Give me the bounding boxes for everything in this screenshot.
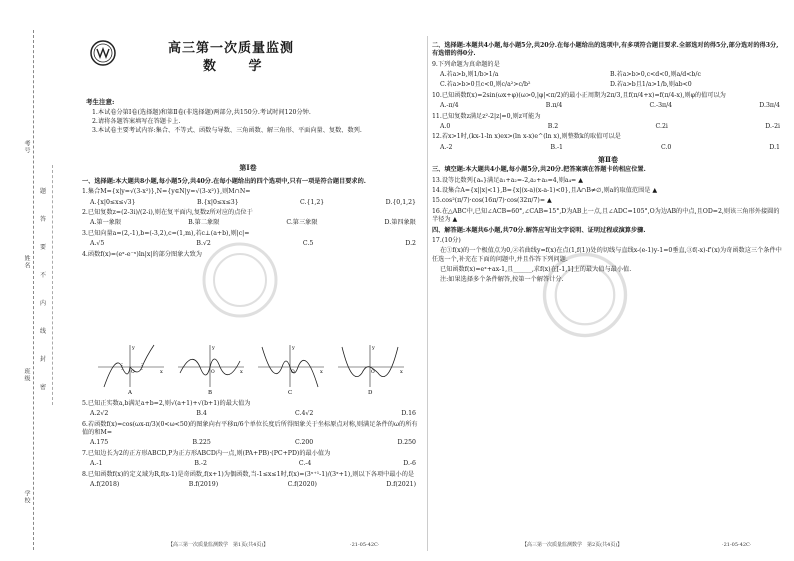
q3-option-d: D.2: [405, 240, 416, 248]
q9-option-a: A.若a>b,则1/b>1/a: [440, 71, 499, 79]
label-name: 姓名: [23, 255, 30, 269]
seal-char: 线: [40, 328, 47, 335]
q10-option-d: D.3π/4: [759, 102, 780, 110]
q10-option-a: A.-π/4: [440, 102, 459, 110]
axis-label-y: y: [132, 345, 135, 351]
graph-a: [98, 345, 164, 395]
q12-option-d: D.1: [769, 143, 780, 151]
answer-blank: ▲: [652, 187, 658, 195]
q14: [432, 187, 784, 195]
subject-title: 数 学: [203, 59, 276, 74]
q5-options: [82, 410, 420, 418]
q7-options: [82, 460, 420, 468]
answer-blank: ▲: [452, 216, 458, 224]
q8-option-c: C.f(2020): [287, 480, 317, 488]
q8-option-a: A.f(2018): [90, 480, 120, 488]
axis-label-origin: O: [291, 370, 295, 375]
q5-option-c: C.4√2: [294, 410, 314, 418]
q6-stem: 6.若函数f(x)=cos(ωx-π/3)(0<ω<50)的图象向右平移π/6个单位长度后所得图象关于坐标原点对称,则满足条件的ω的所有值的和M=: [82, 420, 418, 437]
q10-stem: 10.已知函数f(x)=2sin(ωx+φ)(ω>0,|φ|<π/2)的最小正周期为2π/3,且f(π/4+x)=f(π/4-x),则φ的值可以为: [432, 91, 726, 99]
part1-questions-cont: [82, 400, 420, 491]
q12-option-b: B.-1: [550, 143, 563, 151]
page2-footer: 【高三第一次质量监测数学 第2页(共4页)】: [522, 542, 623, 548]
part2-instructions: 二、选择题:本题共4小题,每小题5分,共20分.在每小题给出的选项中,有多项符合题目要求.全部选对的得5分,部分选对的得3分,有选错的得0分.: [432, 42, 779, 58]
q8-option-b: B.f(2019): [188, 480, 219, 488]
answer-blank: ▲: [547, 197, 552, 205]
q2-option-a: A.第一象限: [90, 219, 122, 227]
q15: [432, 197, 784, 205]
q3-stem: 3.已知向量a=(2,-1),b=(-3,2),c=(1,m),若c⊥(a+b),则|c|=: [82, 229, 250, 237]
q2-options: [82, 219, 420, 227]
part1-instructions: 一、选择题:本大题共8小题,每小题5分,共40分.在每小题给出的四个选项中,只有一项是符合题目要求的.: [82, 178, 366, 185]
q1-option-a: A.{x|0≤x≤√3}: [90, 198, 136, 206]
page1-footer: 【高三第一次质量监测数学 第1页(共4页)】: [168, 542, 269, 548]
q6-option-a: A.175: [90, 439, 109, 447]
q5-option-d: D.16: [401, 410, 416, 418]
q11-stem: 11.已知复数z满足z²-2|z|=0,则z可能为: [432, 112, 541, 120]
q9-options-row2: [432, 81, 784, 89]
notes-item: 1.本试卷分第Ⅰ卷(选择题)和第Ⅱ卷(非选择题)两部分,共150分.考试时间120分钟.: [92, 108, 311, 116]
q6-option-d: D.250: [397, 439, 416, 447]
column-divider: [427, 36, 428, 551]
q4-stem: 4.函数f(x)=(eˣ-e⁻ˣ)ln|x|的部分图象大致为: [82, 250, 202, 258]
q9-stem: 9.下列命题为真命题的是: [432, 60, 500, 68]
school-seal-logo: [90, 40, 116, 66]
label-class: 班级: [23, 368, 30, 382]
q4-graphs: [94, 343, 404, 395]
q9-option-b: B.若a>b>0,c<d<0,则a/d<b/c: [610, 71, 701, 79]
axis-label-x: x: [400, 369, 403, 375]
q7-stem: 7.已知边长为2的正方形ABCD,P为正方形ABCD内一点,则(PA+PB)·(PC+PD)的最小值为: [82, 449, 331, 457]
q1-options: [82, 199, 420, 207]
seal-char: 封: [40, 356, 47, 363]
page2-code: ·21-05-42C·: [722, 542, 752, 548]
page-title: 高三第一次质量监测: [168, 41, 295, 56]
notes-title: 考生注意:: [86, 98, 115, 106]
q11-option-c: C.2i: [655, 122, 668, 130]
q10-option-c: C.-3π/4: [649, 102, 673, 110]
q17-note: 注:如果选择多个条件解答,按第一个解答计分.: [440, 276, 564, 284]
q3-option-b: B.√2: [196, 240, 211, 248]
seal-line-inner: [52, 165, 53, 405]
q7-option-d: D.-6: [403, 460, 416, 468]
q5-option-b: B.4: [196, 410, 207, 418]
notes-item: 2.请将各题答案填写在答题卡上.: [92, 118, 181, 126]
graph-label-b: B: [208, 390, 213, 395]
q7-option-b: B.-2: [194, 460, 207, 468]
notes-item: 3.本试卷主要考试内容:集合、不等式、函数与导数、三角函数、解三角形、平面向量、复数、数列.: [92, 127, 362, 135]
q12-options: [432, 144, 784, 152]
axis-label-y: y: [292, 345, 295, 351]
seal-line: [33, 30, 34, 550]
label-school: 学校: [23, 490, 30, 504]
graph-label-c: C: [288, 390, 293, 395]
q2-option-d: D.第四象限: [384, 219, 416, 227]
q11-options: [432, 123, 784, 131]
q8-option-d: D.f(2021): [386, 480, 416, 488]
q11-option-a: A.0: [440, 122, 451, 130]
q5-option-a: A.2√2: [90, 410, 109, 418]
axis-label-origin: O: [211, 370, 215, 375]
exam-notes: [86, 98, 421, 137]
q8-options: [82, 481, 420, 489]
axis-label-y: y: [212, 345, 215, 351]
part1-title: 第Ⅰ卷: [239, 163, 257, 172]
q11-option-b: B.2: [547, 122, 559, 130]
axis-label-x: x: [160, 369, 163, 375]
page1-code: ·21-05-42C·: [350, 542, 380, 548]
q7-option-c: C.-4: [298, 460, 312, 468]
q1-option-d: D.{0,1,2}: [385, 198, 416, 206]
q1-option-c: C.{1,2}: [300, 198, 325, 206]
q9-options-row1: [432, 71, 784, 79]
label-exam-number: 考号: [23, 140, 30, 154]
part4-instructions: 四、解答题:本题共6小题,共70分.解答应写出文字说明、证明过程或演算步骤.: [432, 226, 646, 234]
q11-option-d: D.-2i: [765, 122, 780, 130]
q12-option-c: C.0: [660, 143, 672, 151]
seal-char: 题: [40, 188, 47, 195]
graph-d: [338, 345, 404, 395]
q3-option-c: C.5: [302, 240, 314, 248]
seal-char: 不: [40, 272, 47, 279]
seal-char: 答: [40, 216, 47, 223]
seal-char: 要: [40, 244, 47, 251]
q16-text: 16.在△ABC中,已知∠ACB=60°,∠CAB=15°,D为AB上一点,且∠ADC=105°,O为边AB的中点,且OD=2,则该三角形外接圆的半径为: [432, 207, 780, 224]
q6-option-c: C.200: [294, 439, 314, 447]
q16: [432, 208, 784, 225]
q17-conditions: 在①f(x)的一个极值点为0,②若曲线y=f(x)在点(1,f(1))处的切线与直线x-(e-1)y-1=0垂直,③f(-x)-f'(x)为奇函数这三个条件中任选一个,补充在下面的问题中,并且作答下列问题.: [432, 247, 782, 263]
q13: [432, 177, 784, 185]
q7-option-a: A.-1: [90, 460, 103, 468]
graph-label-d: D: [368, 390, 373, 395]
q5-stem: 5.已知正实数a,b满足a+b=2,则√(a+1)+√(b+1)的最大值为: [82, 400, 251, 407]
seal-char: 密: [40, 384, 47, 391]
watermark-seal: [540, 250, 630, 340]
axis-label-origin: O: [131, 370, 135, 375]
part3-instructions: 三、填空题:本大题共4小题,每小题5分,共20分.把答案填在答题卡的相应位置.: [432, 166, 646, 174]
q12-option-a: A.-2: [440, 143, 453, 151]
q2-option-c: C.第三象限: [286, 219, 318, 227]
q8-stem: 8.已知函数f(x)的定义域为R,f(x-1)是奇函数,f(x+1)为偶函数,当-1≤x≤1时,f(x)=(3ˣ⁺¹-1)/(3ˣ+1),则以下各项中最小的是: [82, 470, 415, 478]
graph-label-a: A: [128, 390, 132, 395]
seal-char: 内: [40, 300, 47, 307]
q13-text: 13.设等比数列{aₙ}满足a₁+a₂=-2,a₂+a₃=4,则a₄=: [432, 176, 577, 184]
axis-label-x: x: [240, 369, 243, 375]
q14-text: 14.设集合A={x||x|<1},B={x|(x-a)(x-a-1)<0},且A∩B≠∅,则a的取值范围是: [432, 187, 651, 195]
part2-title: 第Ⅱ卷: [598, 154, 618, 164]
q10-option-b: B.π/4: [545, 102, 563, 110]
answer-blank: ▲: [578, 176, 583, 184]
q12-stem: 12.若x>1时,(kx-1-ln x)ex>(ln x-x)e^(ln x),则整数k的取值可以是: [432, 133, 621, 141]
graph-b: [178, 345, 244, 395]
q17-question: 已知函数f(x)=eˣ+ax-1,且______,求f(x)在[-1,1]上的最大值与最小值.: [440, 265, 632, 273]
q1-stem: 1.集合M={x|y=√(3-x²)},N={y∈N|y=√(3-x²)},则M∩N=: [82, 188, 251, 196]
q17-head: 17.(10分): [432, 236, 461, 244]
q9-option-d: D.若a>b且1/a>1/b,则ab<0: [610, 81, 692, 89]
q6-options: [82, 439, 420, 447]
q2-stem: 2.已知复数z=(2-3i)/(2-i),则在复平面内,复数z所对应的点位于: [82, 209, 253, 217]
axis-label-y: y: [372, 345, 375, 351]
axis-label-x: x: [320, 369, 323, 375]
q6-option-b: B.225: [192, 439, 211, 447]
q10-options: [432, 102, 784, 110]
q3-option-a: A.√5: [90, 240, 105, 248]
q9-option-c: C.若a>b>0且c<0,则c/a²>c/b²: [440, 81, 531, 89]
axis-label-origin: O: [371, 370, 375, 375]
q1-option-b: B.{x|0≤x≤3}: [196, 198, 239, 206]
watermark-seal: [200, 240, 280, 320]
q15-text: 15.cos²(π/7)·cos(16π/7)·cos(32π/7)=: [432, 197, 546, 205]
q2-option-b: B.第二象限: [188, 219, 220, 227]
graph-c: [258, 345, 324, 395]
binding-strip: [0, 0, 70, 561]
